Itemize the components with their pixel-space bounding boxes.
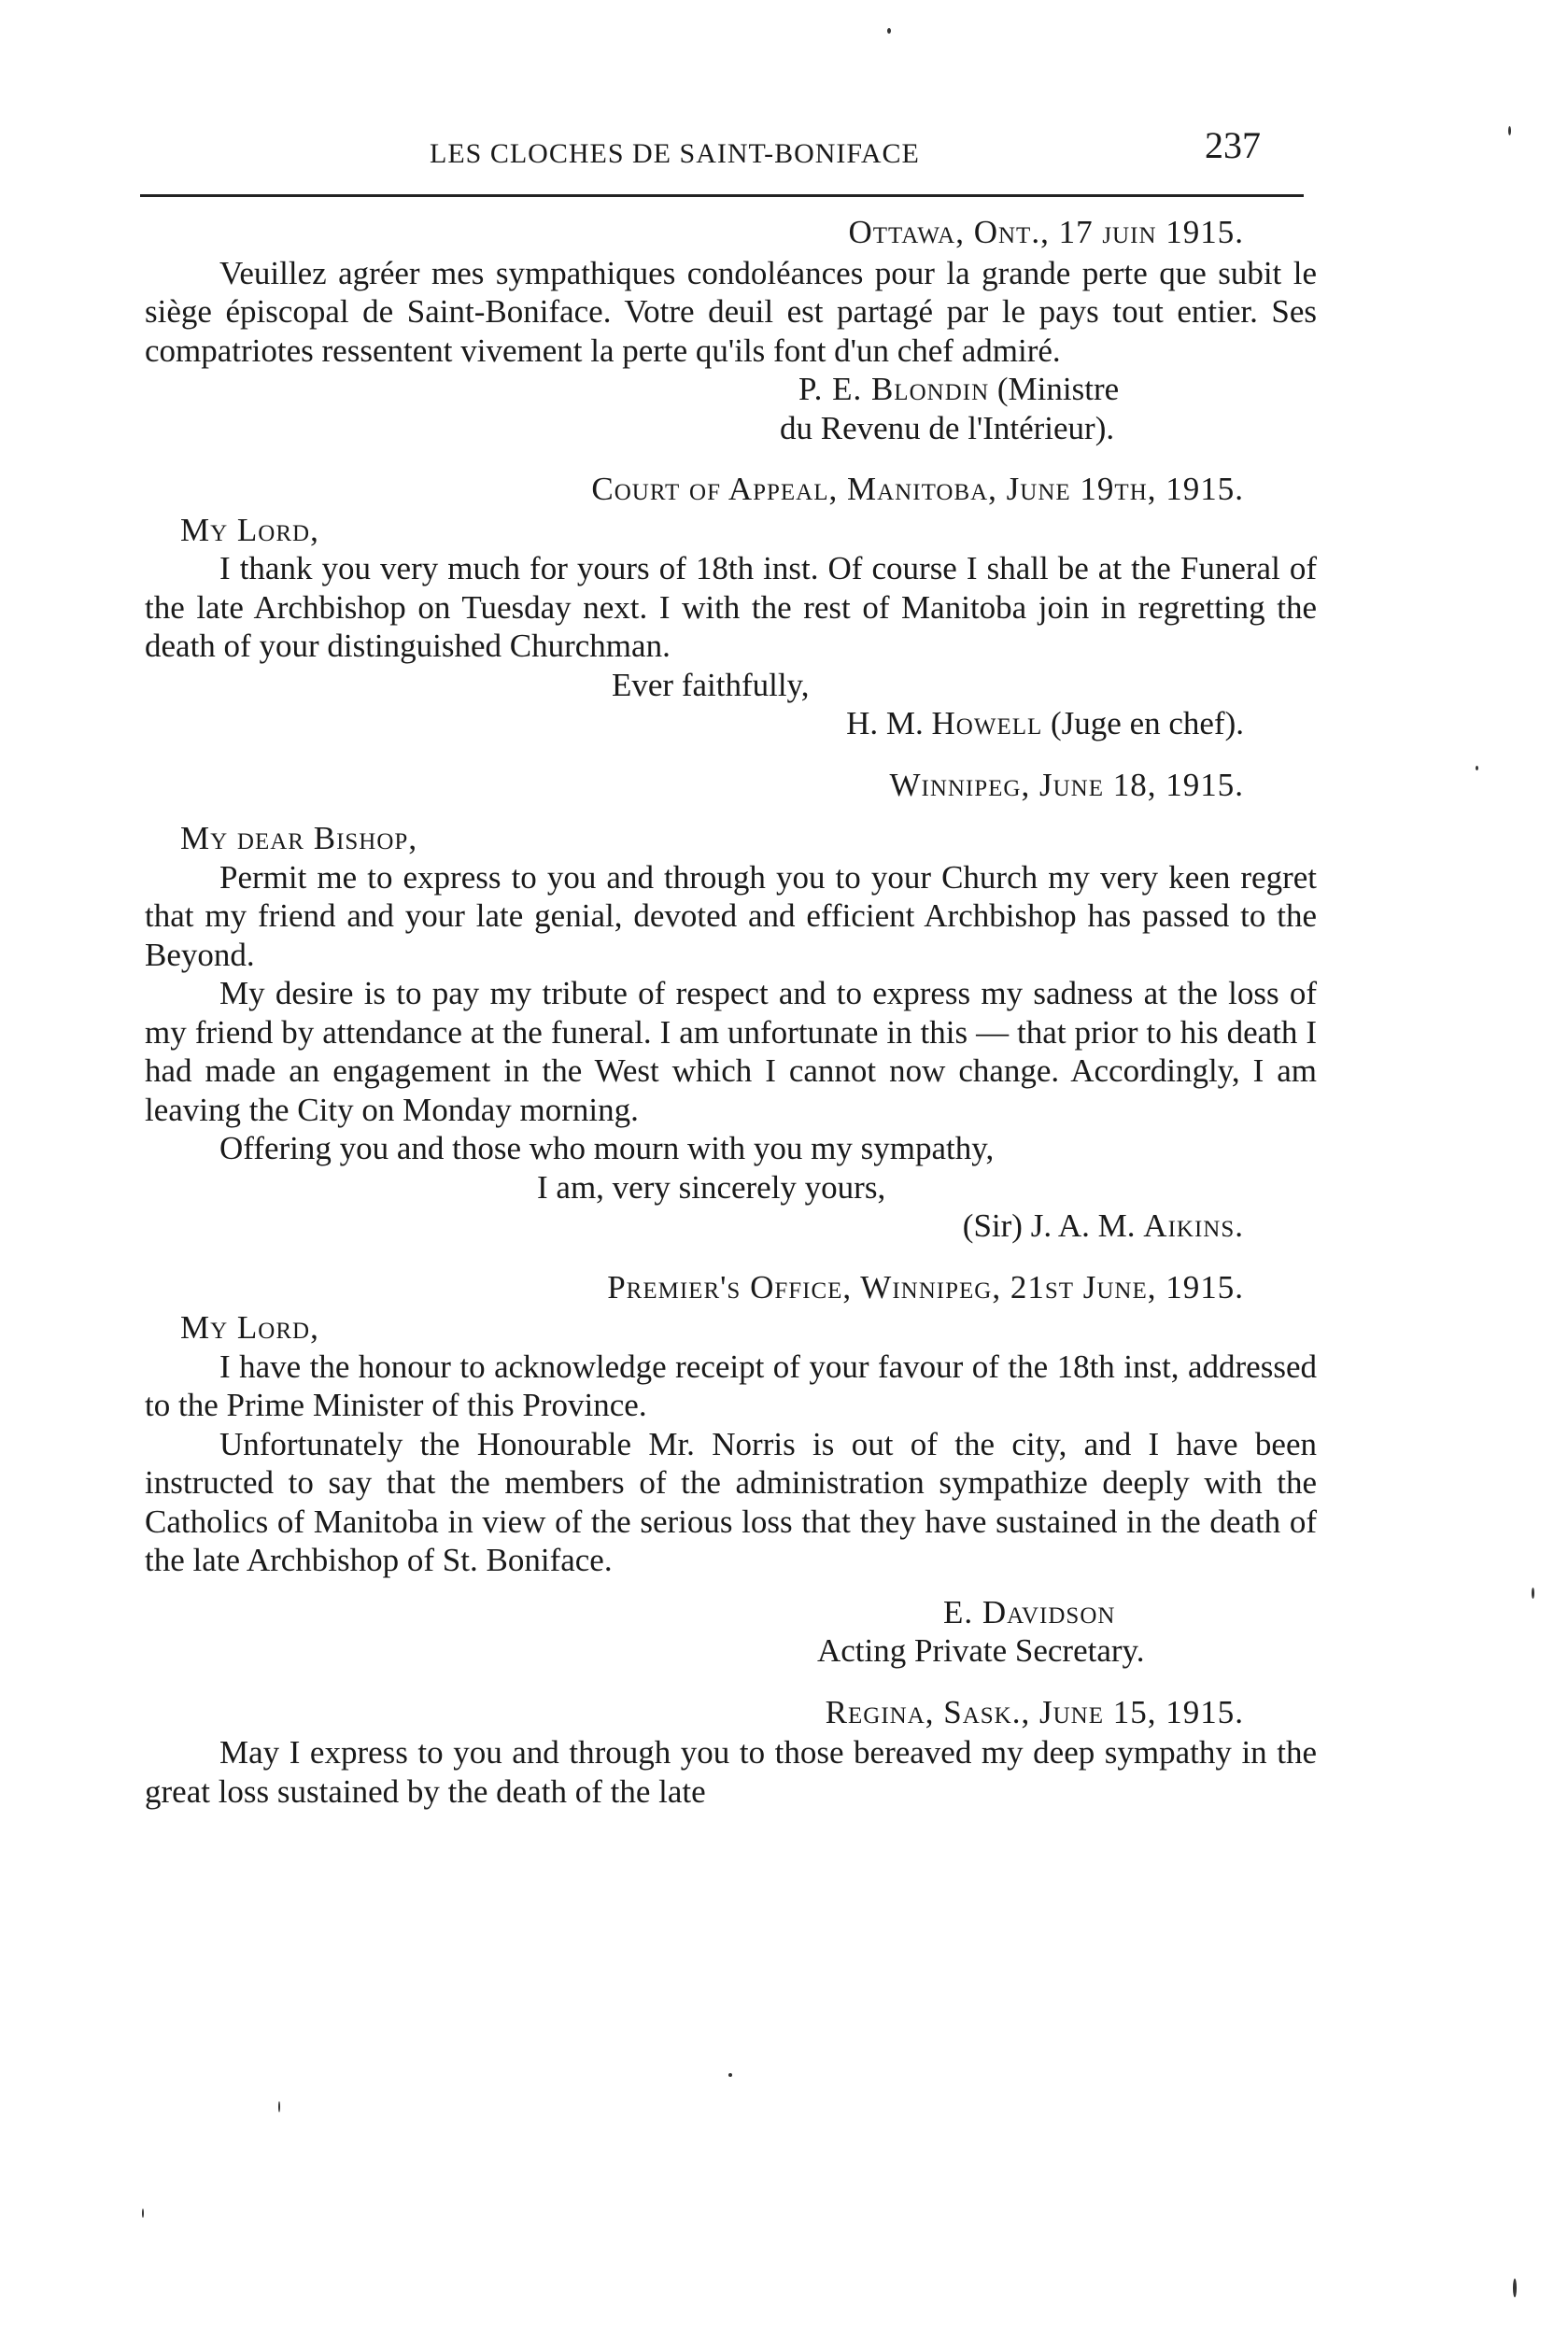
signature-name: E. Davidson: [943, 1593, 1116, 1630]
salutation: My Lord,: [180, 1309, 319, 1346]
signature-initials: (Sir) J. A. M.: [962, 1207, 1144, 1244]
header-rule: [140, 194, 1304, 197]
dateline: Court of Appeal, Manitoba, June 19th, 1915.: [591, 471, 1244, 507]
signature-title-line: du Revenu de l'Intérieur).: [780, 409, 1115, 446]
signature-title: (Ministre: [989, 371, 1120, 407]
letter-howell: [145, 470, 1317, 743]
signature-title: Acting Private Secretary.: [817, 1632, 1145, 1669]
signature: [145, 370, 1317, 409]
page-header: [140, 118, 1307, 174]
page-number: 237: [1205, 124, 1261, 166]
letter-regina: [145, 1693, 1317, 1812]
signature: [145, 1207, 1317, 1246]
scan-speck: [887, 28, 891, 34]
signature-title: (Juge en chef).: [1042, 705, 1244, 741]
closing: I am, very sincerely yours,: [537, 1168, 886, 1206]
running-title: LES CLOCHES DE SAINT-BONIFACE: [430, 138, 920, 169]
dateline: Winnipeg, June 18, 1915.: [889, 766, 1244, 803]
letter-paragraph: Unfortunately the Honourable Mr. Norris is out of the city, and I have been instructed to say that the members of the administration sympathize deeply with the Catholics of Manitoba in view of the serious loss that they have sustained in the death of the late Archbishop of St. Boniface.: [145, 1425, 1317, 1578]
dateline: Ottawa, Ont., 17 juin 1915.: [848, 214, 1244, 250]
letter-blondin: [145, 213, 1317, 447]
signature-name: Aikins.: [1143, 1207, 1244, 1244]
letter-paragraph: I thank you very much for yours of 18th inst. Of course I shall be at the Funeral of the late Archbishop on Tuesday next. I with the rest of Manitoba join in regretting the death of your distinguished Churchman.: [145, 550, 1317, 664]
letter-davidson: [145, 1268, 1317, 1671]
scan-speck: [1476, 766, 1478, 770]
letter-paragraph: Veuillez agréer mes sympathiques condoléances pour la grande perte que subit le siège épiscopal de Saint-Boniface. Votre deuil est partagé par le pays tout entier. Ses compatriotes ressentent vivement la perte qu'ils font d'un chef admiré.: [145, 254, 1317, 369]
scan-speck: [728, 2073, 732, 2077]
salutation: My Lord,: [180, 511, 319, 548]
dateline: Premier's Office, Winnipeg, 21st June, 1915.: [607, 1268, 1244, 1306]
closing: Ever faithfully,: [612, 666, 810, 703]
signature-name: Howell: [931, 705, 1043, 741]
dateline: Regina, Sask., June 15, 1915.: [825, 1693, 1244, 1730]
page-body: [145, 213, 1317, 1811]
letter-paragraph: May I express to you and through you to those bereaved my deep sympathy in the great loss sustained by the death of the late: [145, 1734, 1317, 1810]
scan-speck: [142, 2209, 144, 2218]
scan-speck: [1532, 1588, 1534, 1599]
letter-paragraph: Offering you and those who mourn with you my sympathy,: [219, 1130, 995, 1166]
scan-speck: [1508, 126, 1511, 135]
scan-speck: [278, 2101, 280, 2112]
letter-paragraph: I have the honour to acknowledge receipt of your favour of the 18th inst, addressed to the Prime Minister of this Province.: [145, 1348, 1317, 1423]
salutation: My dear Bishop,: [180, 820, 418, 856]
signature-name: P. E. Blondin: [798, 371, 990, 407]
letter-paragraph: Permit me to express to you and through you to your Church my very keen regret that my friend and your late genial, devoted and efficient Archbishop has passed to the Beyond.: [145, 858, 1317, 973]
signature-initials: H. M.: [846, 705, 932, 741]
letter-paragraph: My desire is to pay my tribute of respect and to express my sadness at the loss of my friend by attendance at the funeral. I am unfortunate in this — that prior to his death I had made an engagement in the West which I cannot now change. Accordingly, I am leaving the City on Monday morning.: [145, 975, 1317, 1128]
scan-speck: [1513, 2279, 1517, 2297]
signature: [145, 704, 1317, 743]
letter-aikins: [145, 766, 1317, 1246]
